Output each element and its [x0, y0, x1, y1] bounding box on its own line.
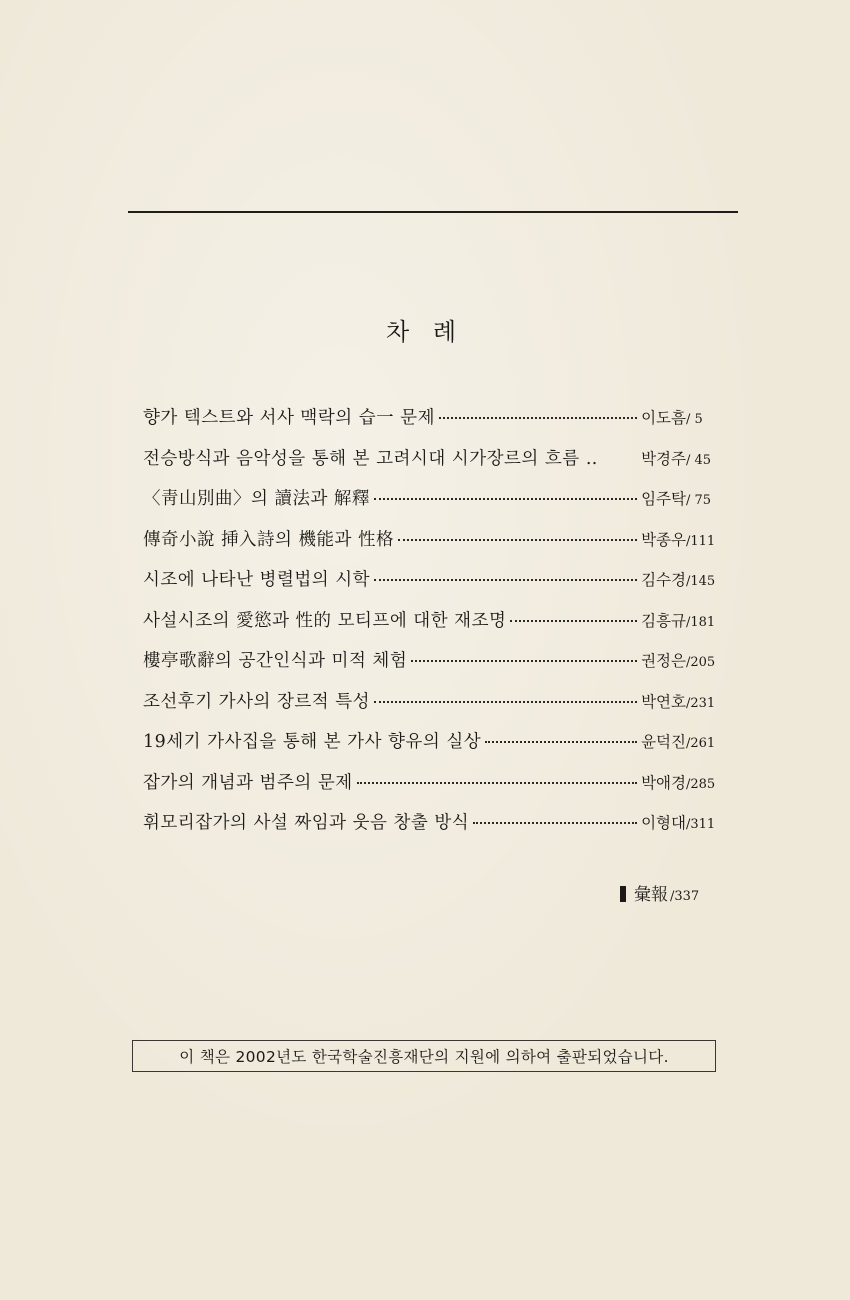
square-bullet-icon: [620, 886, 626, 902]
toc-entry-author: 김흥규: [641, 611, 686, 630]
toc-entry-author: 김수경: [641, 571, 686, 589]
news-page: /337: [670, 889, 700, 904]
toc-entry: [143, 485, 718, 526]
leader-dots: [374, 701, 637, 703]
toc-entry: [143, 526, 718, 567]
toc-entry-title: 〈靑山別曲〉의 讀法과 解釋: [143, 489, 370, 509]
leader-dots: [411, 660, 637, 662]
leader-dots: [374, 498, 637, 500]
toc-entry-page: / 75: [686, 493, 712, 508]
toc-entry-author: 박연호: [641, 692, 686, 711]
toc-entry: [143, 404, 718, 445]
leader-dots: [357, 782, 637, 784]
toc-entry-title: 樓亭歌辭의 공간인식과 미적 체험: [143, 651, 408, 671]
toc-entry-page: / 45: [686, 452, 712, 468]
news-entry: [620, 880, 699, 905]
toc-entry-page: /181: [686, 614, 716, 630]
toc-entry-page: /285: [686, 776, 716, 792]
toc-entry-title: 19세기 가사집을 통해 본 가사 향유의 실상: [143, 732, 482, 752]
toc-list: [143, 404, 718, 850]
toc-entry: [143, 647, 718, 688]
toc-entry-page: /145: [686, 574, 716, 589]
toc-entry: [143, 607, 718, 648]
toc-entry-title: 향가 텍스트와 서사 맥락의 습一 문제: [143, 408, 435, 428]
leader-dots: [439, 417, 637, 419]
leader-dots: [485, 741, 637, 743]
toc-entry-author: 이형대: [641, 814, 686, 832]
toc-entry: [143, 445, 718, 486]
toc-entry-title: 사설시조의 愛慾과 性的 모티프에 대한 재조명: [143, 610, 507, 631]
toc-entry-title: 시조에 나타난 병렬법의 시학: [143, 570, 371, 590]
toc-entry-author: 윤덕진: [641, 733, 686, 751]
funding-notice: [132, 1040, 716, 1072]
header-rule: [128, 211, 738, 213]
toc-entry-author: 이도흠: [641, 409, 686, 427]
toc-entry-page: /261: [686, 736, 716, 751]
toc-entry-author: 박종우: [641, 530, 686, 549]
toc-entry: [143, 769, 718, 810]
leader-dots: [398, 539, 637, 541]
toc-entry: [143, 566, 718, 607]
toc-entry-title: 휘모리잡가의 사설 짜임과 웃음 창출 방식: [143, 813, 470, 833]
toc-entry-author: 박경주: [641, 449, 686, 468]
toc-entry: [143, 688, 718, 729]
toc-entry-page: / 5: [686, 412, 703, 427]
toc-entry-title: 잡가의 개념과 범주의 문제: [143, 772, 353, 793]
leader-dots: [510, 620, 637, 622]
toc-entry-title: 전승방식과 음악성을 통해 본 고려시대 시가장르의 흐름 ‥: [143, 448, 598, 469]
news-label: 彙報: [634, 885, 668, 905]
toc-entry-author: 임주탁: [641, 490, 686, 508]
leader-dots: [374, 579, 637, 581]
toc-entry-title: 傳奇小說 挿入詩의 機能과 性格: [143, 529, 394, 550]
toc-entry-page: /205: [686, 655, 716, 670]
toc-entry: [143, 728, 718, 769]
funding-notice-text: 이 책은 2002년도 한국학술진흥재단의 지원에 의하여 출판되었습니다.: [179, 1048, 669, 1066]
leader-dots: [473, 822, 637, 824]
toc-entry-page: /311: [686, 817, 716, 832]
toc-entry-page: /231: [686, 695, 716, 711]
toc-heading: 차 례: [386, 318, 464, 346]
toc-entry-title: 조선후기 가사의 장르적 특성: [143, 691, 371, 712]
toc-entry-author: 박애경: [641, 773, 686, 792]
toc-entry: [143, 809, 718, 850]
toc-entry-author: 권정은: [641, 652, 686, 670]
toc-entry-page: /111: [686, 533, 716, 549]
